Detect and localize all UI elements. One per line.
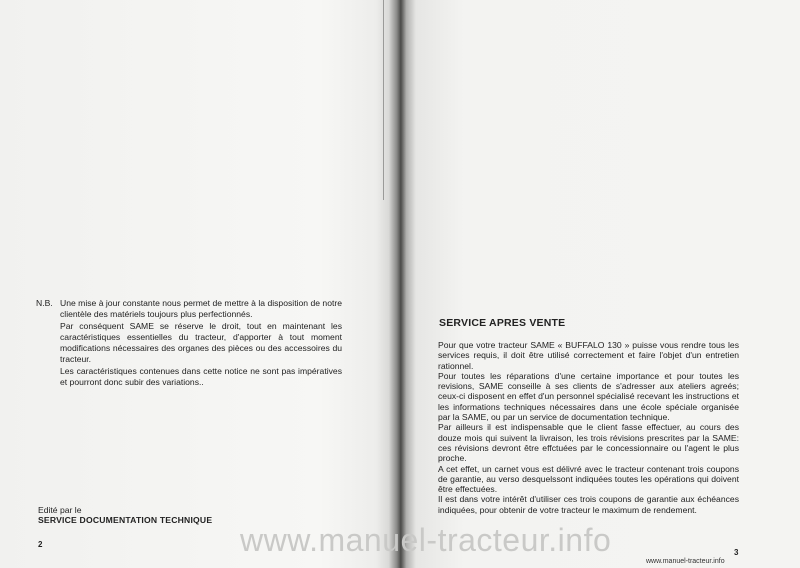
- site-url: www.manuel-tracteur.info: [646, 558, 725, 565]
- nb-notice: [36, 298, 342, 388]
- publisher-department: SERVICE DOCUMENTATION TECHNIQUE: [38, 515, 213, 525]
- body-paragraph-2: Pour toutes les réparations d'une certaine importance et pour toutes les revisions, SAME conseille à ses clients de s'adresser aux ateliers agreés; ceux-ci disposent en effet d'un personnel spécialisé recevant les instructions et les informations techniques nécessaires dans une école spéciale organisée par la SAME, ou par un service de documentation technique.: [438, 370, 739, 423]
- page-number-left: 2: [38, 540, 43, 549]
- service-body: [438, 340, 739, 515]
- publisher-credit-line: Edité par le: [38, 505, 82, 515]
- section-title: SERVICE APRES VENTE: [439, 317, 566, 329]
- body-paragraph-4: A cet effet, un carnet vous est délivré avec le tracteur contenant trois coupons de garantie, au verso desquelssont indiquées toutes les opérations qui doivent être effectuées.: [438, 463, 739, 495]
- page-edge-line: [383, 0, 384, 200]
- body-paragraph-3: Par ailleurs il est indispensable que le client fasse effectuer, au cours des douze mois qui suivent la livraison, les trois révisions prescrites par la SAME: ces révisions devront être effctuées par le concessionnaire ou l'agent le plus proche.: [438, 422, 739, 464]
- nb-paragraph-3: Les caractéristiques contenues dans cette notice ne sont pas impératives et pourront donc subir des variations..: [60, 365, 342, 388]
- nb-paragraph-2: Par conséquent SAME se réserve le droit, tout en maintenant les caractéristiques essentielles du tracteur, d'apporter à tout moment modifications nécessaires des organes des pièces ou des accessoires du tracteur.: [60, 320, 342, 365]
- body-paragraph-1: Pour que votre tracteur SAME « BUFFALO 130 » puisse vous rendre tous les services requis, il doit être utilisé correctement et faire l'objet d'un entretien rationnel.: [438, 340, 739, 371]
- nb-paragraph-1: Une mise à jour constante nous permet de mettre à la disposition de notre clientèle des matériels toujours plus perfectionnés.: [60, 298, 342, 320]
- page-number-right: 3: [734, 548, 739, 557]
- body-paragraph-5: Il est dans votre intérêt d'utiliser ces trois coupons de garantie aux échéances indiquées, pour obtenir de votre tracteur le maximum de rendement.: [438, 494, 739, 515]
- watermark: www.manuel-tracteur.info: [240, 522, 612, 558]
- nb-label: N.B.: [36, 298, 53, 308]
- nb-paragraphs: [60, 298, 342, 388]
